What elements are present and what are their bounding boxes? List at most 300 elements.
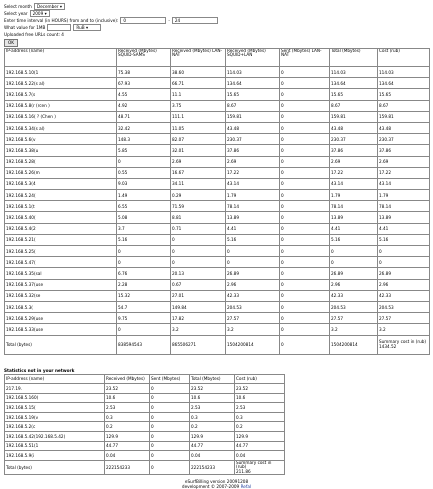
table-cell: 192.168.5.24( xyxy=(5,190,117,201)
summary-cost-label: Summary cost in (rub) xyxy=(236,460,272,470)
table-cell: 44.77 xyxy=(235,441,285,451)
table-cell: 230.37 xyxy=(226,134,280,145)
table-cell: 192.168.5.6(v xyxy=(5,134,117,145)
table-row xyxy=(5,67,430,78)
table-cell: 192.168.5.8(r (rcen ) xyxy=(5,100,117,111)
table-cell: 67.93 xyxy=(117,78,171,89)
table-cell: 192.168.5.4(2 xyxy=(5,223,117,234)
table-cell: 2.69 xyxy=(171,156,226,167)
header-received-lan: Received (Mbytes) LAN-NAT xyxy=(171,49,226,67)
table-row xyxy=(5,432,285,442)
table-cell: 1.79 xyxy=(330,190,378,201)
total-value: 222154233 xyxy=(190,460,235,474)
summary-cost xyxy=(235,460,285,474)
table-cell: 2.53 xyxy=(235,403,285,413)
table-cell: 4.92 xyxy=(117,100,171,111)
table-cell: 192.168.5.2(c xyxy=(5,422,105,432)
table-cell: 148.3 xyxy=(117,134,171,145)
value-row xyxy=(4,24,429,31)
traffic-table xyxy=(4,48,430,355)
table-cell: 111.1 xyxy=(171,111,226,122)
table-cell: 159.81 xyxy=(226,111,280,122)
header-received-squid-lan: Received (Mbytes) SQUID+LAN xyxy=(226,49,280,67)
table-cell: 0.55 xyxy=(117,167,171,178)
table-cell: 43.48 xyxy=(378,122,430,133)
table-cell: 192.168.5.29(use xyxy=(5,313,117,324)
table-cell: 54.7 xyxy=(117,301,171,312)
table-cell: 4.41 xyxy=(226,223,280,234)
ok-button[interactable]: OK xyxy=(4,39,18,47)
table-cell: 0.04 xyxy=(190,451,235,461)
table-cell: 17.82 xyxy=(171,313,226,324)
table-cell: 192.168.5.15( xyxy=(5,403,105,413)
table-cell: 3.2 xyxy=(378,324,430,335)
table-cell: 0.2 xyxy=(190,422,235,432)
year-row xyxy=(4,10,429,17)
value-input[interactable] xyxy=(47,24,71,31)
table-cell: 78.14 xyxy=(226,201,280,212)
table-cell: 15.65 xyxy=(330,89,378,100)
table-row xyxy=(5,324,430,335)
header-received-squid: Received (Mbytes) SQUID-SAMS xyxy=(117,49,171,67)
table-cell: 159.81 xyxy=(378,111,430,122)
table-cell: 11.05 xyxy=(171,122,226,133)
table-cell: 0.71 xyxy=(171,223,226,234)
table-cell: 192.168.5.160( xyxy=(5,393,105,403)
interval-to-input[interactable]: 24 xyxy=(172,17,218,24)
table-cell: 192.168.5.22(s al) xyxy=(5,78,117,89)
table-cell: 204.53 xyxy=(378,301,430,312)
table-cell: 26.89 xyxy=(330,268,378,279)
year-value: 2009 xyxy=(32,11,44,16)
table-cell: 0 xyxy=(280,324,330,335)
table-cell: 0 xyxy=(117,257,171,268)
table-cell: 44.77 xyxy=(105,441,150,451)
table-cell: 0.2 xyxy=(235,422,285,432)
table-row xyxy=(5,78,430,89)
table-cell: 16.67 xyxy=(171,167,226,178)
summary-cost-label: Summary cost in (rub) xyxy=(379,339,427,345)
table-cell: 0 xyxy=(171,246,226,257)
external-stats-table xyxy=(4,374,285,476)
table-cell: 0 xyxy=(117,324,171,335)
table-row xyxy=(5,156,430,167)
traffic-table-header xyxy=(5,49,430,67)
table-cell: 114.03 xyxy=(330,67,378,78)
month-value: December xyxy=(36,4,59,9)
table-cell: 6.55 xyxy=(117,201,171,212)
table-cell: 66.71 xyxy=(171,78,226,89)
table-cell: 10.6 xyxy=(105,393,150,403)
table-cell: 2.53 xyxy=(105,403,150,413)
table-cell: 0 xyxy=(280,134,330,145)
table-cell: 2.69 xyxy=(378,156,430,167)
table-row xyxy=(5,190,430,201)
table-cell: 11.1 xyxy=(171,89,226,100)
table-cell: 149.84 xyxy=(171,301,226,312)
table-cell: 0.2 xyxy=(105,422,150,432)
total-value: 838594543 xyxy=(117,335,171,354)
table-row xyxy=(5,167,430,178)
table-row xyxy=(5,301,430,312)
table-cell: 114.03 xyxy=(378,67,430,78)
table-cell: 192.168.5.9(i xyxy=(5,451,105,461)
uploaded-free-row xyxy=(4,31,429,38)
table-cell: 0 xyxy=(280,89,330,100)
table-row xyxy=(5,246,430,257)
table-cell: 27.01 xyxy=(171,290,226,301)
table-cell: 0 xyxy=(280,313,330,324)
chevron-down-icon: ▾ xyxy=(44,11,47,16)
table-cell: 0 xyxy=(280,178,330,189)
table-row xyxy=(5,412,285,422)
table-cell: 192.168.5.28( xyxy=(5,156,117,167)
table-cell: 17.22 xyxy=(330,167,378,178)
table-cell: 0.04 xyxy=(105,451,150,461)
table-cell: 3.75 xyxy=(171,100,226,111)
table-cell: 0 xyxy=(330,246,378,257)
table-cell: 3.2 xyxy=(226,324,280,335)
table-cell: 230.37 xyxy=(378,134,430,145)
table-cell: 37.86 xyxy=(330,145,378,156)
table-cell: 0 xyxy=(226,257,280,268)
table-row xyxy=(5,111,430,122)
table-cell: 0.3 xyxy=(105,412,150,422)
header-total: Total (Mbytes) xyxy=(190,374,235,384)
table-cell: 217.19. xyxy=(5,384,105,394)
table-row xyxy=(5,268,430,279)
table-cell: 3.2 xyxy=(330,324,378,335)
table-cell: 192.168.5.16( ? (Chen ) xyxy=(5,111,117,122)
table-cell: 0.29 xyxy=(171,190,226,201)
table-cell: 0.3 xyxy=(235,412,285,422)
table-cell: 20.13 xyxy=(171,268,226,279)
table-cell: 43.48 xyxy=(330,122,378,133)
month-select[interactable] xyxy=(34,3,65,10)
table-cell: 192.168.5.38(u xyxy=(5,145,117,156)
table-row xyxy=(5,313,430,324)
table-cell: 37.86 xyxy=(378,145,430,156)
table-cell: 134.64 xyxy=(226,78,280,89)
table-cell: 0.3 xyxy=(190,412,235,422)
table-cell: 2.96 xyxy=(330,279,378,290)
currency-value: RuB xyxy=(76,25,85,30)
summary-cost-value: 1434.52 xyxy=(379,343,397,349)
table-cell: 0 xyxy=(280,167,330,178)
table-row xyxy=(5,393,285,403)
section-title: Statistics not in your network xyxy=(4,367,75,373)
table-cell: 3.7 xyxy=(117,223,171,234)
table-cell: 192.168.5.21( xyxy=(5,234,117,245)
table-cell: 82.07 xyxy=(171,134,226,145)
table-cell: 192.168.5.10(1 xyxy=(5,67,117,78)
table-cell: 204.53 xyxy=(226,301,280,312)
table-cell: 4.41 xyxy=(330,223,378,234)
year-select[interactable] xyxy=(30,10,50,17)
table-row xyxy=(5,134,430,145)
table-row xyxy=(5,122,430,133)
table-cell: 192.168.5.7(s xyxy=(5,89,117,100)
table-cell: 0 xyxy=(280,301,330,312)
table-cell: 5.08 xyxy=(117,212,171,223)
version-text: eSurfBilling version 20091208 xyxy=(184,479,249,485)
table-cell: 2.69 xyxy=(226,156,280,167)
interval-from-input[interactable]: 0 xyxy=(120,17,166,24)
table-cell: 192.168.5.33(use xyxy=(5,324,117,335)
table-cell: 9.03 xyxy=(117,178,171,189)
table-cell: 0 xyxy=(150,432,190,442)
table-cell: 78.14 xyxy=(330,201,378,212)
table-cell: 6.76 xyxy=(117,268,171,279)
total-value: 1504200814 xyxy=(330,335,378,354)
table-cell: 134.64 xyxy=(330,78,378,89)
table-cell: 75.38 xyxy=(117,67,171,78)
table-cell: 0 xyxy=(280,67,330,78)
table-row xyxy=(5,212,430,223)
table-cell: 48.71 xyxy=(117,111,171,122)
table-cell: 42.33 xyxy=(226,290,280,301)
table-cell: 8.81 xyxy=(171,212,226,223)
table-cell: 0 xyxy=(280,190,330,201)
table-cell: 5.16 xyxy=(117,234,171,245)
table-cell: 0 xyxy=(150,441,190,451)
header-ip: IP-address (name) xyxy=(5,374,105,384)
table-cell: 159.81 xyxy=(330,111,378,122)
table-row xyxy=(5,145,430,156)
total-value: 0 xyxy=(150,460,190,474)
header-received: Received (Mbytes) xyxy=(105,374,150,384)
table-cell: 15.32 xyxy=(117,290,171,301)
total-value: 0 xyxy=(280,335,330,354)
header-cost: Cost (rub) xyxy=(378,49,430,67)
table-row xyxy=(5,384,285,394)
table-cell: 13.89 xyxy=(226,212,280,223)
table-cell: 34.11 xyxy=(171,178,226,189)
table-cell: 0 xyxy=(280,246,330,257)
table-cell: 32.01 xyxy=(171,145,226,156)
interval-dash: - xyxy=(168,18,170,23)
table-cell: 192.168.5.35(sal xyxy=(5,268,117,279)
table-cell: 0 xyxy=(280,212,330,223)
table-cell: 2.28 xyxy=(117,279,171,290)
table-cell: 0 xyxy=(150,384,190,394)
author-link[interactable]: Refal xyxy=(240,484,252,489)
table-cell: 5.85 xyxy=(117,145,171,156)
table-cell: 37.86 xyxy=(226,145,280,156)
table-cell: 4.41 xyxy=(378,223,430,234)
footer xyxy=(4,479,429,489)
table-cell: 114.03 xyxy=(226,67,280,78)
table-cell: 42.33 xyxy=(378,290,430,301)
development-credit xyxy=(4,484,429,489)
total-row xyxy=(5,460,285,474)
table-cell: 204.53 xyxy=(330,301,378,312)
table-cell: 10.6 xyxy=(190,393,235,403)
table-row xyxy=(5,422,285,432)
table-cell: 0 xyxy=(226,246,280,257)
table-cell: 192.168.5.42(192.168.5.42) xyxy=(5,432,105,442)
table-cell: 192.168.5.32(se xyxy=(5,290,117,301)
table-cell: 192.168.5.47( xyxy=(5,257,117,268)
table-cell: 8.67 xyxy=(378,100,430,111)
table-cell: 0 xyxy=(280,145,330,156)
external-table-header xyxy=(5,374,285,384)
table-cell: 192.168.5.51(1 xyxy=(5,441,105,451)
table-row xyxy=(5,100,430,111)
table-row xyxy=(5,403,285,413)
table-cell: 0 xyxy=(280,111,330,122)
table-cell: 0 xyxy=(378,246,430,257)
table-cell: 129.9 xyxy=(190,432,235,442)
month-row xyxy=(4,3,429,10)
table-cell: 0 xyxy=(150,412,190,422)
table-row xyxy=(5,290,430,301)
table-cell: 192.168.5.3(4 xyxy=(5,178,117,189)
table-cell: 192.168.5.25( xyxy=(5,246,117,257)
table-cell: 27.57 xyxy=(226,313,280,324)
header-sent: Sent (Mbytes) LAN-NAT xyxy=(280,49,330,67)
table-cell: 134.64 xyxy=(378,78,430,89)
table-cell: 26.89 xyxy=(226,268,280,279)
table-cell: 43.14 xyxy=(330,178,378,189)
table-cell: 192.168.5.3( xyxy=(5,301,117,312)
table-row xyxy=(5,89,430,100)
header-total: Total (Mbytes) xyxy=(330,49,378,67)
table-cell: 44.77 xyxy=(190,441,235,451)
table-cell: 8.67 xyxy=(226,100,280,111)
currency-select[interactable] xyxy=(73,24,101,31)
table-cell: 23.52 xyxy=(105,384,150,394)
select-month-label: Select month xyxy=(4,4,32,9)
table-cell: 129.9 xyxy=(235,432,285,442)
table-cell: 1.49 xyxy=(117,190,171,201)
table-cell: 17.22 xyxy=(378,167,430,178)
table-cell: 2.96 xyxy=(378,279,430,290)
table-cell: 0 xyxy=(280,268,330,279)
table-row xyxy=(5,201,430,212)
table-cell: 1.79 xyxy=(378,190,430,201)
table-cell: 27.57 xyxy=(378,313,430,324)
header-cost: Cost (rub) xyxy=(235,374,285,384)
development-text: development © 2007-2009 xyxy=(181,484,240,489)
total-value: 865506271 xyxy=(171,335,226,354)
table-row xyxy=(5,178,430,189)
table-cell: 129.9 xyxy=(105,432,150,442)
table-cell: 0 xyxy=(150,393,190,403)
table-cell: 27.57 xyxy=(330,313,378,324)
table-cell: 32.42 xyxy=(117,122,171,133)
table-row xyxy=(5,451,285,461)
table-cell: 0 xyxy=(150,451,190,461)
table-row xyxy=(5,234,430,245)
table-cell: 0 xyxy=(117,156,171,167)
chevron-down-icon: ▾ xyxy=(59,4,63,9)
table-cell: 0 xyxy=(171,257,226,268)
table-cell: 2.53 xyxy=(190,403,235,413)
table-cell: 5.16 xyxy=(226,234,280,245)
summary-cost-value: 211.86 xyxy=(236,468,251,474)
table-cell: 38.60 xyxy=(171,67,226,78)
uploaded-free-label: Uploaded free URLs count: 4 xyxy=(4,32,64,37)
table-cell: 43.14 xyxy=(226,178,280,189)
table-cell: 1.79 xyxy=(226,190,280,201)
header-ip: IP-address (name) xyxy=(5,49,117,67)
table-cell: 0.67 xyxy=(171,279,226,290)
table-cell: 17.22 xyxy=(226,167,280,178)
table-cell: 192.168.5.34(s al) xyxy=(5,122,117,133)
table-cell: 43.14 xyxy=(378,178,430,189)
table-cell: 10.6 xyxy=(235,393,285,403)
total-value: 222154233 xyxy=(105,460,150,474)
table-cell: 0 xyxy=(150,403,190,413)
table-cell: 0 xyxy=(280,223,330,234)
table-cell: 0 xyxy=(280,290,330,301)
table-cell: 5.16 xyxy=(378,234,430,245)
table-cell: 0 xyxy=(280,78,330,89)
table-cell: 13.89 xyxy=(330,212,378,223)
table-cell: 13.89 xyxy=(378,212,430,223)
table-cell: 2.69 xyxy=(330,156,378,167)
table-cell: 0.04 xyxy=(235,451,285,461)
total-label: Total (bytes) xyxy=(5,460,105,474)
table-cell: 3.2 xyxy=(171,324,226,335)
table-cell: 0 xyxy=(280,279,330,290)
table-cell: 192.168.5.26(m xyxy=(5,167,117,178)
table-cell: 0 xyxy=(280,257,330,268)
table-cell: 43.48 xyxy=(226,122,280,133)
table-cell: 0 xyxy=(378,257,430,268)
table-cell: 71.59 xyxy=(171,201,226,212)
table-cell: 4.55 xyxy=(117,89,171,100)
summary-cost xyxy=(378,335,430,354)
table-cell: 5.16 xyxy=(330,234,378,245)
table-cell: 0 xyxy=(280,100,330,111)
table-cell: 192.168.5.37(use xyxy=(5,279,117,290)
time-interval-label: Enter time interval (in HOURS) from and to (inclusive): xyxy=(4,18,119,23)
table-row xyxy=(5,279,430,290)
select-year-label: Select year xyxy=(4,11,28,16)
table-row xyxy=(5,223,430,234)
table-cell: 9.75 xyxy=(117,313,171,324)
table-cell: 0 xyxy=(150,422,190,432)
table-cell: 0 xyxy=(280,156,330,167)
table-cell: 8.67 xyxy=(330,100,378,111)
table-cell: 26.89 xyxy=(378,268,430,279)
table-cell: 23.52 xyxy=(190,384,235,394)
table-cell: 2.96 xyxy=(226,279,280,290)
total-row xyxy=(5,335,430,354)
header-sent: Sent (Mbytes) xyxy=(150,374,190,384)
table-cell: 230.37 xyxy=(330,134,378,145)
total-value: 1504200814 xyxy=(226,335,280,354)
table-cell: 0 xyxy=(280,122,330,133)
table-cell: 192.168.5.19(v xyxy=(5,412,105,422)
table-cell: 78.14 xyxy=(378,201,430,212)
table-cell: 0 xyxy=(171,234,226,245)
table-cell: 0 xyxy=(117,246,171,257)
what-value-label: What value for 1MB xyxy=(4,25,46,30)
chevron-down-icon: ▾ xyxy=(85,25,89,30)
table-cell: 23.52 xyxy=(235,384,285,394)
table-row xyxy=(5,441,285,451)
table-cell: 0 xyxy=(330,257,378,268)
table-cell: 0 xyxy=(280,201,330,212)
table-cell: 42.33 xyxy=(330,290,378,301)
table-cell: 192.168.5.40( xyxy=(5,212,117,223)
table-cell: 15.65 xyxy=(226,89,280,100)
table-cell: 192.168.5.1(t xyxy=(5,201,117,212)
total-label: Total (bytes) xyxy=(5,335,117,354)
